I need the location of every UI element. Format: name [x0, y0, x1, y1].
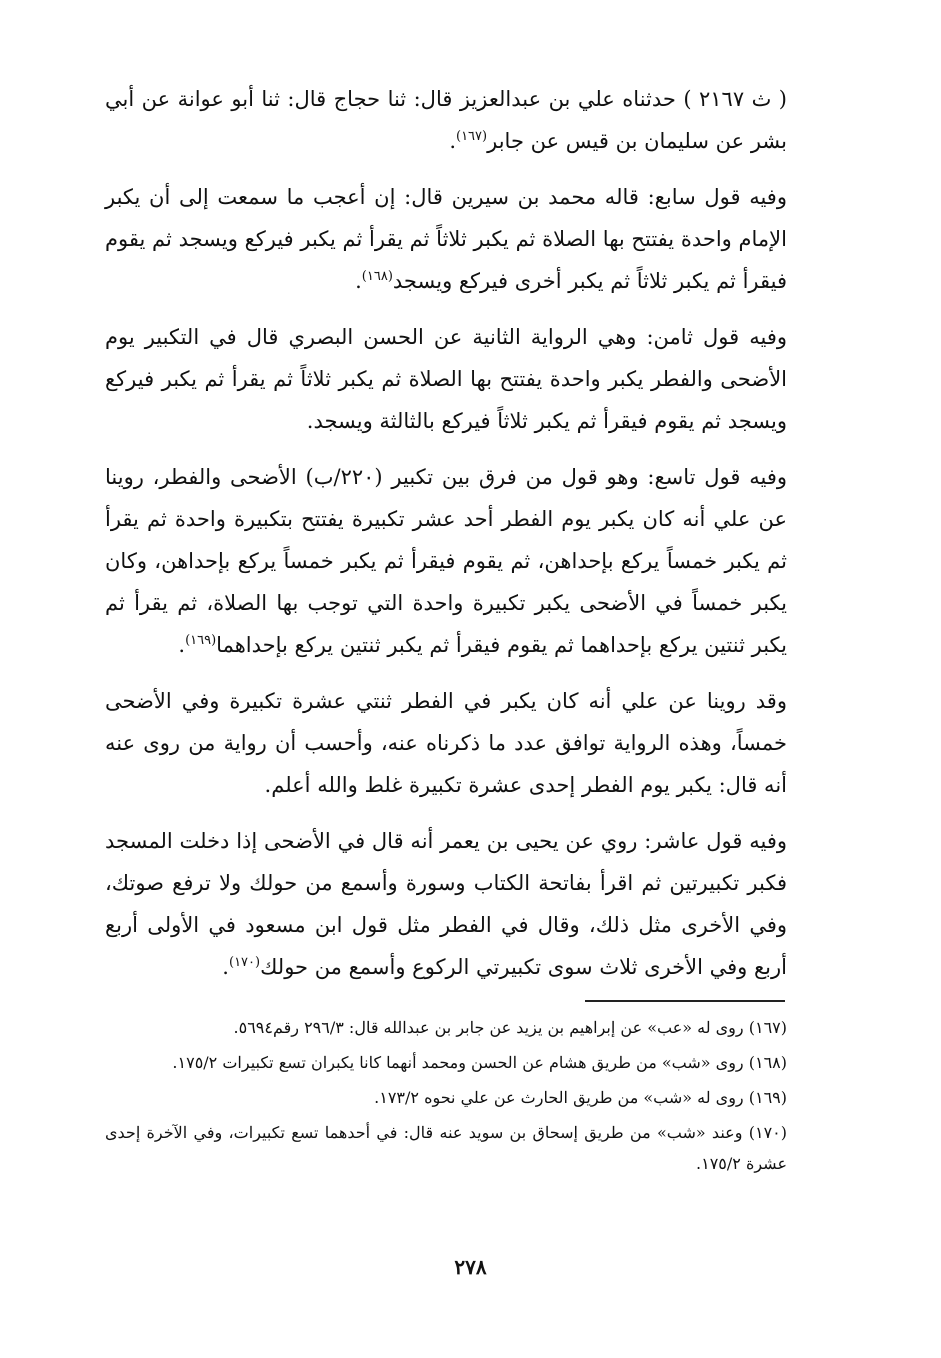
paragraph-text: وفيه قول تاسع: وهو قول من فرق بين تكبير (٢٢٠/ب) الأضحى والفطر، روينا عن علي أنه كان يكبر يوم الفطر أحد عشر تكبيرة يفتتح بتكبيرة واحدة ثم يقرأ ثم يكبر خمساً يركع بإحداهن، ثم يقوم فيقرأ ثم يكبر خمساً يركع بإحداهن، وكان يكبر خمساً في الأضحى يكبر تكبيرة واحدة التي توجب بها الصلاة، ثم يقرأ ثم يكبر ثنتين يركع بإحداهما ثم يقوم فيقرأ ثم يكبر ثنتين يركع بإحداهما [105, 465, 788, 657]
paragraph-text: ( ث ٢١٦٧ ) حدثناه علي بن عبدالعزيز قال: ثنا حجاج قال: ثنا أبو عوانة عن أبي بشر عن سليمان بن قيس عن جابر [105, 87, 787, 153]
paragraph-4 [105, 456, 787, 666]
footnote-divider [585, 1000, 785, 1002]
footnote-ref[interactable]: (١٦٧) [456, 129, 488, 144]
paragraph-end: . [222, 955, 229, 979]
footnote-ref[interactable]: (١٧٠) [228, 955, 261, 970]
footnote-167: (١٦٧) روى له «عب» عن إبراهيم بن يزيد عن جابر بن عبدالله قال: ٢٩٦/٣ رقم٥٦٩٤. [233, 1018, 787, 1037]
paragraph-text: وفيه قول عاشر: روي عن يحيى بن يعمر أنه قال في الأضحى إذا دخلت المسجد فكبر تكبيرتين ثم اقرأ بفاتحة الكتاب وسورة وأسمع من حولك ولا ترفع صوتك، وفي الأخرى مثل ذلك، وقال في الفطر مثل قول ابن مسعود في الأولى أربع أربع وفي الأخرى ثلاث سوى تكبيرتي الركوع وأسمع من حولك [105, 829, 787, 979]
paragraph-end: . [178, 633, 186, 657]
paragraph-end: . [449, 129, 456, 153]
paragraph-1 [105, 78, 787, 162]
footnote-ref[interactable]: (١٦٩) [185, 633, 217, 648]
paragraph-text: وقد روينا عن علي أنه كان يكبر في الفطر ثنتي عشرة تكبيرة وفي الأضحى خمساً، وهذه الرواية توافق عدد ما ذكرناه عنه، وأحسب أن رواية من روى عنه أنه قال: يكبر يوم الفطر إحدى عشرة تكبيرة غلط والله أعلم. [105, 689, 787, 797]
footnotes [105, 1012, 787, 1183]
paragraph-2 [105, 176, 787, 302]
page-number: ٢٧٨ [454, 1255, 487, 1279]
footnote-168: (١٦٨) روى «شب» من طريق هشام عن الحسن ومحمد أنهما كانا يكبران تسع تكبيرات ١٧٥/٢. [172, 1053, 787, 1072]
main-text [105, 78, 787, 1002]
paragraph-text: وفيه قول سابع: قاله محمد بن سيرين قال: إن أعجب ما سمعت إلى أن يكبر الإمام واحدة يفتتح بها الصلاة ثم يكبر ثلاثاً ثم يقرأ ثم يكبر فيركع ويسجد ثم يقوم فيقرأ ثم يكبر ثلاثاً ثم يكبر أخرى فيركع ويسجد [105, 185, 787, 293]
paragraph-text: وفيه قول ثامن: وهي الرواية الثانية عن الحسن البصري قال في التكبير يوم الأضحى والفطر يكبر واحدة يفتتح بها الصلاة ثم يكبر ثلاثاً ثم يقرأ ثم يكبر فيركع ويسجد ثم يقوم فيقرأ ثم يكبر ثلاثاً فيركع بالثالثة ويسجد. [105, 325, 787, 433]
footnote-169: (١٦٩) روى له «شب» من طريق الحارث عن علي نحوه ١٧٣/٢. [374, 1088, 787, 1107]
paragraph-6 [105, 820, 787, 988]
paragraph-3 [105, 316, 787, 442]
footnote-170: (١٧٠) وعند «شب» من طريق إسحاق بن سويد عنه قال: في أحدهما تسع تكبيرات، وفي الآخرة إحدى عشرة ١٧٥/٢. [105, 1123, 787, 1173]
footnote-ref[interactable]: (١٦٨) [361, 269, 393, 284]
paragraph-end: . [355, 269, 362, 293]
paragraph-5 [105, 680, 787, 806]
